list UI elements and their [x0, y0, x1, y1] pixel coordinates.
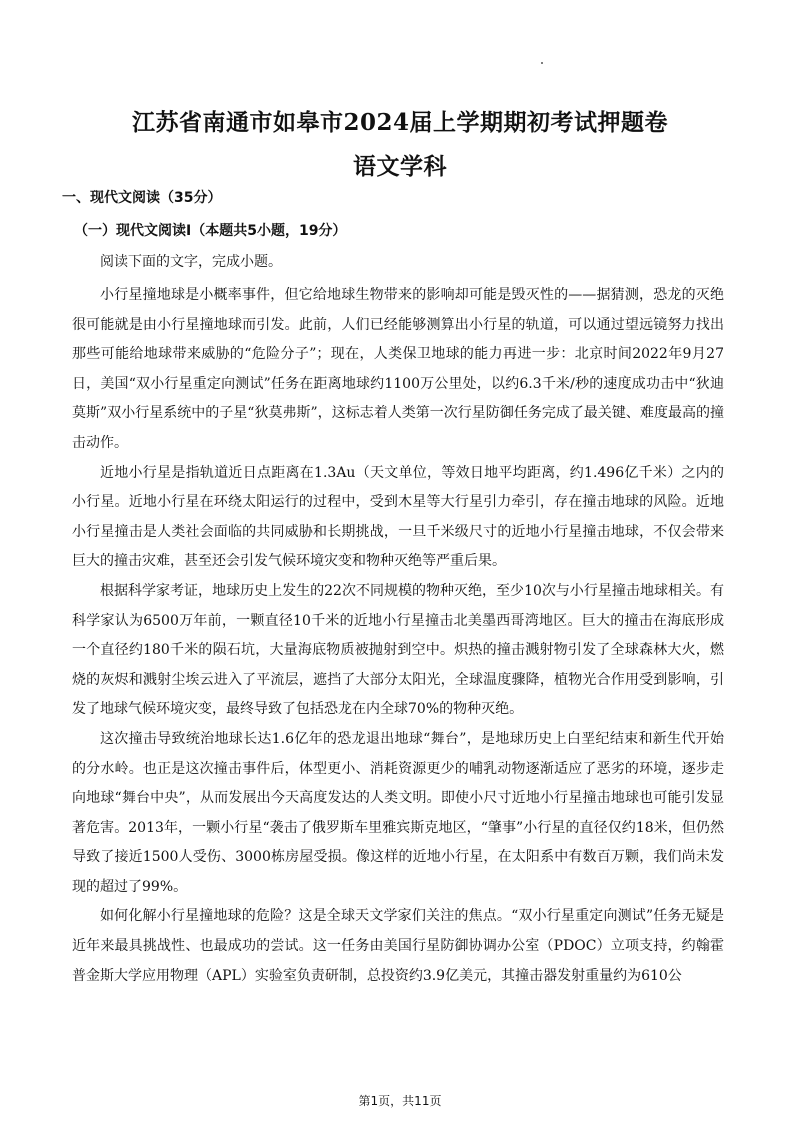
- reading-instruction: 阅读下面的文字，完成小题。: [100, 254, 282, 270]
- passage-paragraph: 近地小行星是指轨道近日点距离在1.3Au（天文单位，等效日地平均距离，约1.496亿千米）之内的小行星。近地小行星在环绕太阳运行的过程中，受到木星等大行星引力牵引，存在撞击地球的风险。近地小行星撞击是人类社会面临的共同威胁和长期挑战，一旦千米级尺寸的近地小行星撞击地球，不仅会带来巨大的撞击灾难，甚至还会引发气候环境灾变和物种灭绝等严重后果。: [72, 464, 724, 570]
- document-title: 江苏省南通市如皋市2024届上学期期初考试押题卷: [131, 109, 668, 136]
- subject-title: 语文学科: [353, 153, 447, 180]
- passage-paragraph: 这次撞击导致统治地球长达1.6亿年的恐龙退出地球“舞台”，是地球历史上白垩纪结束和新生代开始的分水岭。也正是这次撞击事件后，体型更小、消耗资源更少的哺乳动物逐渐适应了恶劣的环境，逐步走向地球“舞台中央”，从而发展出今天高度发达的人类文明。即使小尺寸近地小行星撞击地球也可能引发显著危害。2013年，一颗小行星“袭击了俄罗斯车里雅宾斯克地区，“肇事”小行星的直径仅约18米，但仍然导致了接近1500人受伤、3000栋房屋受损。像这样的近地小行星，在太阳系中有数百万颗，我们尚未发现的超过了99%。: [72, 730, 724, 895]
- passage-paragraph: 根据科学家考证，地球历史上发生的22次不同规模的物种灭绝，至少10次与小行星撞击地球相关。有科学家认为6500万年前，一颗直径10千米的近地小行星撞击北美墨西哥湾地区。巨大的撞击在海底形成一个直径约180千米的陨石坑，大量海底物质被抛射到空中。炽热的撞击溅射物引发了全球森林大火，燃烧的灰烬和溅射尘埃云进入了平流层，遮挡了大部分太阳光，全球温度骤降，植物光合作用受到影响，引发了地球气候环境灾变，最终导致了包括恐龙在内全球70%的物种灭绝。: [72, 582, 724, 718]
- reading-passage: [72, 281, 724, 991]
- passage-paragraph: 如何化解小行星撞地球的危险？这是全球天文学家们关注的焦点。“双小行星重定向测试”任务无疑是近年来最具挑战性、也最成功的尝试。这一任务由美国行星防御协调办公室（PDOC）立项支持，约翰霍普金斯大学应用物理（APL）实验室负责研制，总投资约3.9亿美元，其撞击器发射重量约为610公: [72, 908, 724, 984]
- subsection-heading: （一）现代文阅读Ⅰ（本题共5小题，19分）: [74, 223, 347, 239]
- page-footer: 第1页，共11页: [358, 1094, 442, 1108]
- section-heading: 一、现代文阅读（35分）: [62, 190, 222, 206]
- scan-dot: [541, 62, 543, 64]
- passage-paragraph: 小行星撞地球是小概率事件，但它给地球生物带来的影响却可能是毁灭性的——据猜测，恐龙的灭绝很可能就是由小行星撞地球而引发。此前，人们已经能够测算出小行星的轨道，可以通过望远镜努力找出那些可能给地球带来威胁的“危险分子”；现在，人类保卫地球的能力再进一步：北京时间2022年9月27日，美国“双小行星重定向测试”任务在距离地球约1100万公里处，以约6.3千米/秒的速度成功击中“狄迪莫斯”双小行星系统中的子星“狄莫弗斯”，这标志着人类第一次行星防御任务完成了最关键、难度最高的撞击动作。: [72, 287, 724, 451]
